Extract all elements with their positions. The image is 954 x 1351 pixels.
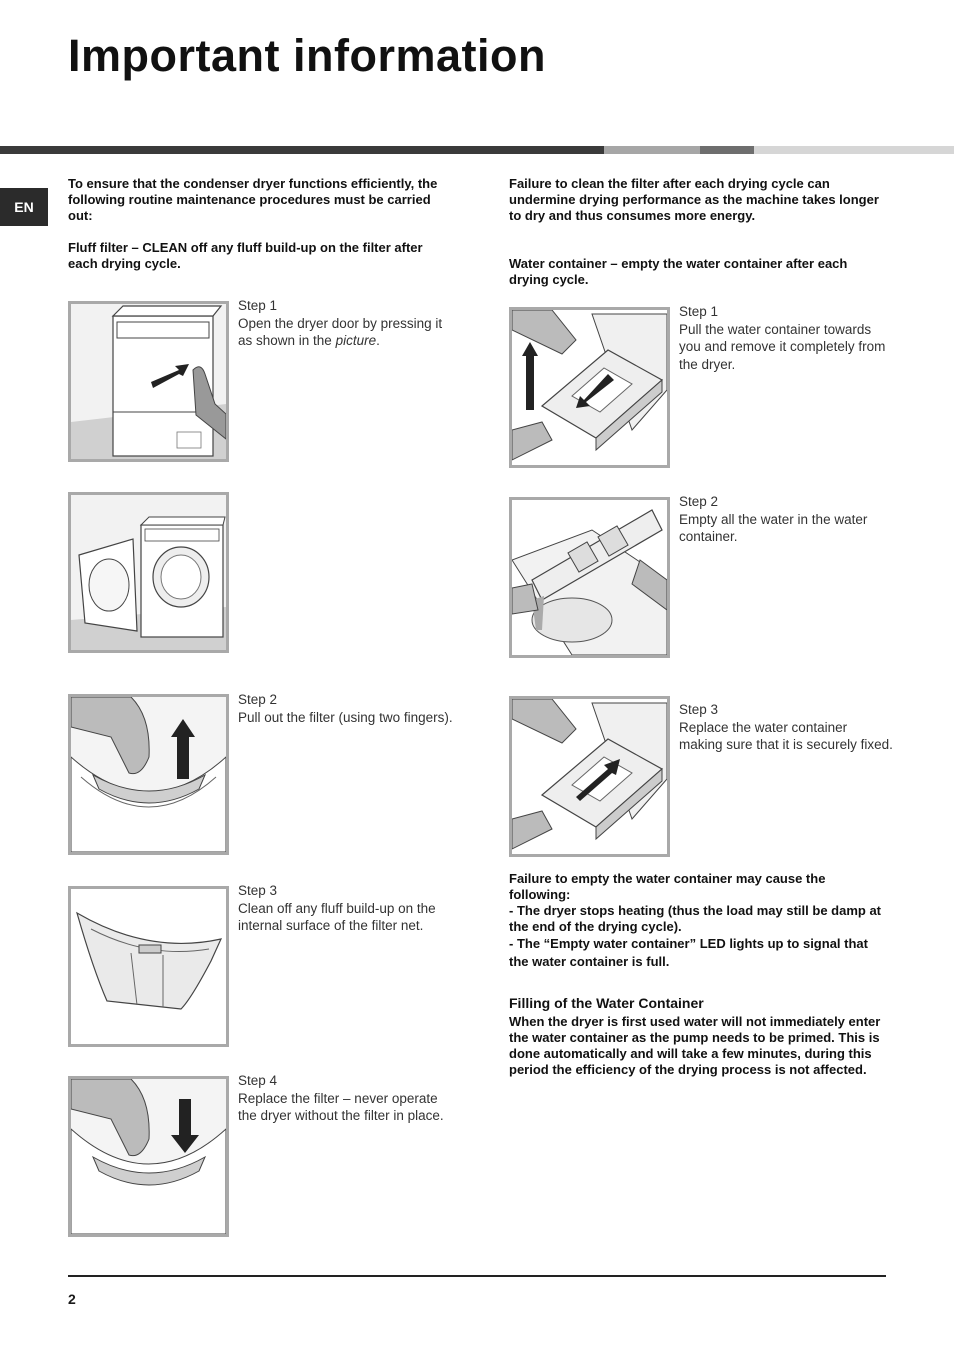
left-step1-label: Step 1 <box>238 298 278 313</box>
right-step3 <box>679 701 894 754</box>
left-step4-text: Replace the filter – never operate the dryer without the filter in place. <box>238 1090 444 1123</box>
footer-rule <box>68 1275 886 1277</box>
figure-water-container-empty <box>509 497 670 658</box>
left-step4 <box>238 1072 453 1125</box>
left-step2-text: Pull out the filter (using two fingers). <box>238 709 453 725</box>
left-step3 <box>238 882 453 935</box>
fluff-filter-text: Fluff filter – CLEAN off any fluff build-up on the filter after each drying cycle. <box>68 240 423 271</box>
right-step2-text: Empty all the water in the water container. <box>679 511 868 544</box>
failure-filter-text: Failure to clean the filter after each drying cycle can undermine drying performance as the machine takes longer to dry and thus consumes more energy. <box>509 176 879 223</box>
page-number: 2 <box>68 1291 76 1307</box>
water-container-heading: Water container – empty the water container after each drying cycle. <box>509 256 848 287</box>
water-container-pull-icon <box>512 310 667 465</box>
figure-water-container-pull <box>509 307 670 468</box>
figure-filter-replace <box>68 1076 229 1237</box>
intro-text: To ensure that the condenser dryer functions efficiently, the following routine maintenance procedures must be carried out: <box>68 176 438 223</box>
left-step1 <box>238 297 453 350</box>
page-title: Important information <box>68 30 546 81</box>
filling-title: Filling of the Water Container <box>509 995 704 1011</box>
failure-water-line-1: Failure to empty the water container may cause the following: <box>509 871 826 902</box>
failure-water-line-2: - The dryer stops heating (thus the load may still be damp at the end of the drying cycle). <box>509 903 882 934</box>
right-step1 <box>679 303 894 373</box>
left-step1-text: Open the dryer door by pressing it as shown in the <box>238 315 443 348</box>
header-bar-dark <box>0 146 604 154</box>
filling-text: When the dryer is first used water will not immediately enter the water container as the pump needs to be primed. This is done automatically and will take a few minutes, during this period the efficiency of the drying process is not affected. <box>509 1014 881 1077</box>
right-step3-label: Step 3 <box>679 702 719 717</box>
figure-dryer-door-press <box>68 301 229 462</box>
failure-water-line-3: - The “Empty water container” LED lights up to signal that the water container is full. <box>509 936 868 969</box>
left-step1-emphasis: picture <box>335 333 377 348</box>
right-step2 <box>679 493 894 546</box>
dryer-door-press-icon <box>71 304 226 459</box>
dryer-door-open-icon <box>71 495 226 650</box>
figure-filter-pull <box>68 694 229 855</box>
filter-pull-icon <box>71 697 226 852</box>
right-step1-label: Step 1 <box>679 304 719 319</box>
filter-replace-icon <box>71 1079 226 1234</box>
figure-water-container-replace <box>509 696 670 857</box>
filter-net-icon <box>71 889 226 1044</box>
right-step3-text: Replace the water container making sure that it is securely fixed. <box>679 719 893 752</box>
water-container-empty-icon <box>512 500 667 655</box>
header-bar-light <box>754 146 954 154</box>
left-step3-label: Step 3 <box>238 883 278 898</box>
language-badge: EN <box>0 188 48 226</box>
left-step2-label: Step 2 <box>238 692 278 707</box>
header-bar-dark2 <box>700 146 754 154</box>
failure-water-text <box>509 871 887 971</box>
water-container-replace-icon <box>512 699 667 854</box>
figure-filter-net <box>68 886 229 1047</box>
header-bar-mid <box>604 146 700 154</box>
left-step3-text: Clean off any fluff build-up on the internal surface of the filter net. <box>238 900 436 933</box>
right-step1-text: Pull the water container towards you and remove it completely from the dryer. <box>679 321 886 372</box>
left-step4-label: Step 4 <box>238 1073 278 1088</box>
figure-dryer-door-open <box>68 492 229 653</box>
right-step2-label: Step 2 <box>679 494 719 509</box>
left-step1-text-end: . <box>376 333 380 348</box>
left-step2 <box>238 691 453 726</box>
